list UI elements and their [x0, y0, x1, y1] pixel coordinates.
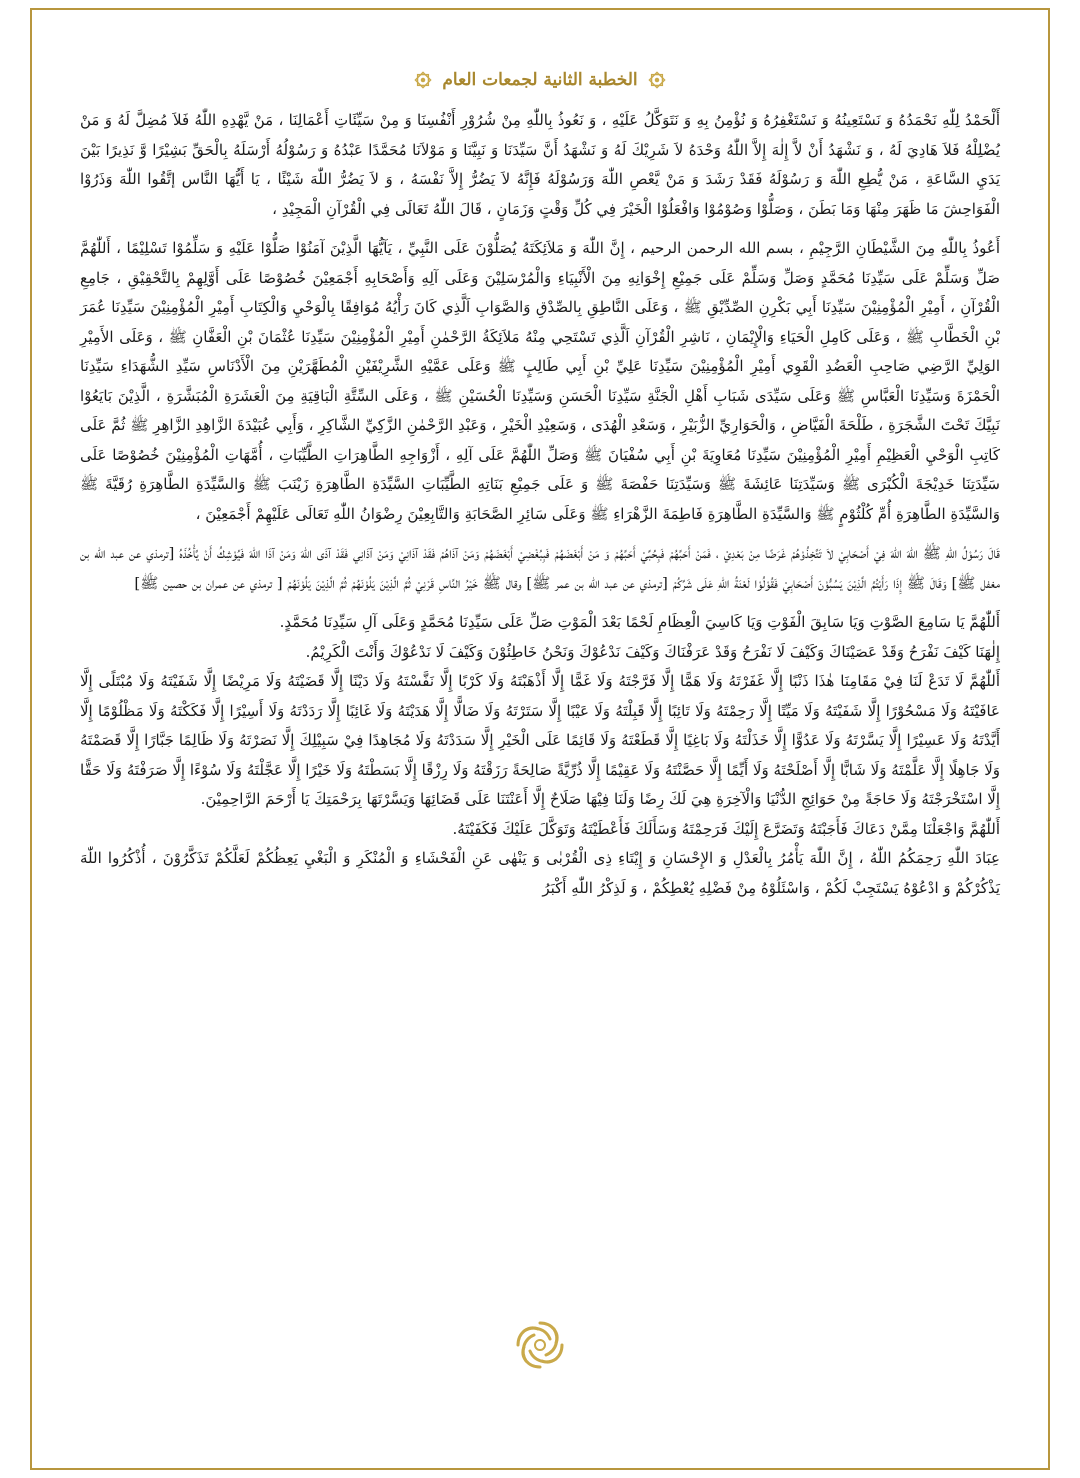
salawat-paragraph: أَعُوذُ بِاللّٰهِ مِنَ الشَّيْطَانِ الرَّجِيْمِ ، بسم الله الرحمن الرحيم ، إِنَّ اللّٰهَ وَ مَلاَئِكَتَهُ يُصَلُّوْنَ عَلَى النَّبِيِّ ، يَآيُّهَا الَّذِيْنَ آمَنُوْا صَلُّوْا عَلَيْهِ وَ سَلِّمُوْا تَسْلِيْمًا ، أَللّٰهُمَّ صَلِّ وَسَلِّمْ عَلَى سَيِّدِنَا مُحَمَّدٍ وَصَلِّ وَسَلِّمْ عَلَى جَمِيْعِ إِخْوَانِهِ مِنَ الْأَنْبِيَاءِ وَالْمُرْسَلِيْنَ وَعَلَى آلِهِ وَأَصْحَابِهِ أَجْمَعِيْنَ خُصُوْصًا عَلَى أَوَّلِهِمْ بِالتَّحْقِيْقِ ، جَامِعِ الْقُرْآنِ ، أَمِيْرِ الْمُؤْمِنِيْنَ سَيِّدِنَا أَبِي بَكْرِنِ الصِّدِّيْقِ ﷺ ، وَعَلَى النَّاطِقِ بِالصِّدْقِ وَالصَّوَابِ اَلَّذِي كَانَ رَأْيُهُ مُوَافِقًا بِالْوَحْيِ وَالْكِتَابِ أَمِيْرِ الْمُؤْمِنِيْنَ سَيِّدِنَا عُمَرَ بْنِ الْخَطَّابِ ﷺ ، وَعَلَى كَامِلِ الْحَيَاءِ وَالْإِيْمَانِ ، نَاشِرِ الْقُرْآنِ اَلَّذِي تَسْتَحِي مِنْهُ مَلاَئِكَةُ الرَّحْمٰنِ أَمِيْرِ الْمُؤْمِنِيْنَ سَيِّدِنَا عُثْمَانَ بْنِ الْعَفَّانِ ﷺ ، وَعَلَى الأَمِيْرِ الوَلِيِّ الرَّضِي صَاحِبِ الْعَضُدِ الْقَوِي أَمِيْرِ الْمُؤْمِنِيْنَ سَيِّدِنَا عَلِيِّ بْنِ أَبِي طَالِبٍ ﷺ وَعَلَى عَمَّيْهِ الشَّرِيْفَيْنِ الْمُطَهَّرَيْنِ مِنَ الْأَدْنَاسِ سَيِّدِ الشُّهَدَاءِ سَيِّدِنَا الْحَمْزَةَ وَسَيِّدِنَا الْعَبَّاسِ ﷺ وَعَلَى سَيِّدَى شَبَابِ أَهْلِ الْجَنَّةِ سَيِّدِنَا الْحَسَنِ وَسَيِّدِنَا الْحُسَيْنِ ﷺ ، وَعَلَى السِّتَّةِ الْبَاقِيَةِ مِنَ الْعَشَرَةِ الْمُبَشَّرَةِ ، الَّذِيْنَ بَايَعُوْا نَبِيَّكَ تَحْتَ الشَّجَرَةِ ، طَلْحَةَ الْفَيَّاضِ ، وَالْحَوَارِيِّ الزُّبَيْرِ ، وَسَعْدِ الْهُدَى ، وَسَعِيْدِ الْخَيْرِ ، وَعَبْدِ الرَّحْمٰنِ الزَّكِيِّ الشَّاكِرِ ، وَأَبِي عُبَيْدَةَ الزَّاهِدِ الزَّاهِرِ ﷺ ثُمَّ عَلَى كَاتِبِ الْوَحْيِ الْعَظِيْمِ أَمِيْرِ الْمُؤْمِنِيْنَ سَيِّدِنَا مُعَاوِيَةَ بْنِ أَبِي سُفْيَانَ ﷺ وَصَلِّ اللّٰهُمَّ عَلَى آلِهِ ، أَزْوَاجِهِ الطَّاهِرَاتِ الطَّيِّبَاتِ ، أُمَّهَاتِ الْمُؤْمِنِيْنَ خُصُوْصًا عَلَى سَيِّدَتِنَا خَدِيْجَةَ الْكُبْرَى ﷺ وَسَيِّدَتِنَا عَائِشَةَ ﷺ وَسَيِّدَتِنَا حَفْصَةَ ﷺ وَ عَلَى جَمِيْعِ بَنَاتِهِ الطَّيِّبَاتِ السَّيِّدَةِ الطَّاهِرَةِ زَيْنَبَ ﷺ وَالسَّيِّدَةِ الطَّاهِرَةِ رُقَيَّةَ ﷺ وَالسَّيِّدَةِ الطَّاهِرَةِ أُمِّ كُلْثُوْمٍ ﷺ وَالسَّيِّدَةِ الطَّاهِرَةِ فَاطِمَةَ الزَّهْرَاءِ ﷺ وَعَلَى سَائِرِ الصَّحَابَةِ وَالتَّابِعِيْنَ رِضْوَانُ اللّٰهِ تَعَالَى عَلَيْهِمْ أَجْمَعِيْنَ ، — [80, 239, 1000, 523]
hadith-paragraph: قَالَ رَسُوْلُ اللّٰهِ ﷺ اللّٰهَ اللّٰهَ فِيْ أَصْحَابِيْ لاَ تَتَّخِذُوْهُمْ غَرَضًا مِنْ بَعْدِيْ ، فَمَنْ أَحَبَّهُمْ فَبِحُبِّيْ أَحَبَّهُمْ وَ مَنْ أَبْغَضَهُمْ فَبِبُغْضِيْ أَبْغَضَهُمْ وَمَنْ آذَاهُمْ فَقَدْ آذَانِيْ وَمَنْ آذَانِي فَقَدْ آذَى اللّٰهَ وَمَنْ آذَا اللّٰهَ فَيُوْشِكُ أَنْ يَّأْخُذَهُ [ترمذي عن عبد الله بن مغفل ﷺ] وَقَالَ ﷺ إِذَا رَأَيْتُمُ الَّذِيْنَ يَسُبُّوْنَ أَصْحَابِيْ فَقُوْلُوْا لَعْنَةُ اللّٰهِ عَلَى شَرِّكُمْ [ترمذي عن عبد الله بن عمر ﷺ] وقال ﷺ خَيْرُ النَّاسِ قَرْنِيْ ثُمَّ الَّذِيْنَ يَلُوْنَهُمْ ثُمَّ الَّذِيْنَ يَلُوْنَهُمْ [ ترمذي عن عمران بن حصين ﷺ] — [80, 544, 1000, 592]
title-row — [80, 70, 1000, 90]
gold-star-ornament-icon — [648, 71, 666, 89]
dua-paragraph-1: أَللّٰهُمَّ يَا سَامِعَ الصَّوْتِ وَيَا سَابِقَ الْفَوْتِ وَيَا كَاسِيَ الْعِظَامِ لَحْمًا بَعْدَ الْمَوْتِ صَلِّ عَلَى سَيِّدِنَا مُحَمَّدٍ وَعَلَى آلِ سَيِّدِنَا مُحَمَّدٍ. — [279, 613, 1000, 631]
closing-paragraph: عِبَادَ اللّٰهِ رَحِمَكُمُ اللّٰهُ ، إِنَّ اللّٰهَ يَأْمُرُ بِالْعَدْلِ وَ الإِحْسَانِ وَ إِيْتَاءِ ذِى الْقُرْبٰى وَ يَنْهٰى عَنِ الْفَحْشَاءِ وَ الْمُنْكَرِ وَ الْبَغْيِ يَعِظُكُمْ لَعَلَّكُمْ تَذَكَّرُوْنَ ، أُذْكُرُوا اللّٰهَ يَذْكُرْكُمْ وَ ادْعُوْهُ يَسْتَجِبْ لَكُمْ ، وَاسْئَلُوْهُ مِنْ فَضْلِهِ يُعْطِكُمْ ، وَ لَذِكْرُ اللّٰهِ أَكْبَرُ — [80, 849, 1000, 897]
opening-praise-paragraph: أَلْحَمْدُ لِلّٰهِ نَحْمَدُهُ وَ نَسْتَعِينُهُ وَ نَسْتَغْفِرُهُ وَ نُؤْمِنُ بِهِ وَ نَتَوَكَّلُ عَلَيْهِ ، وَ نَعُوذُ بِاللّٰهِ مِنْ شُرُوْرِ أَنْفُسِنَا وَ مِنْ سَيِّئَاتِ أَعْمَالِنَا ، مَنْ يَّهْدِهِ اللّٰهُ فَلاَ مُضِلَّ لَهُ وَ مَنْ يُضْلِلْهُ فَلاَ هَادِيَ لَهُ ، وَ نَشْهَدُ أَنْ لاَّ إِلٰهَ إِلاَّ اللّٰهُ وَحْدَهُ لاَ شَرِيْكَ لَهُ وَ نَشْهَدُ أَنَّ سَيِّدَنَا وَ نَبِيَّنَا وَ مَوْلاَنَا مُحَمَّدًا عَبْدُهُ وَ رَسُوْلُهُ أَرْسَلَهُ بِالْحَقِّ بَشِيْرًا وَّ نَذِيرًا بَيْنَ يَدَيِ السَّاعَةِ ، مَنْ يُّطِعِ اللّٰهَ وَ رَسُوْلَهُ فَقَدْ رَشَدَ وَ مَنْ يَّعْصِ اللّٰهَ وَرَسُوْلَهُ فَإِنَّهُ لاَ يَضُرُّ إِلاَّ نَفْسَهُ ، وَ لاَ يَضُرُّ اللّٰهَ شَيْئًا ، يَا أَيُّهَا النَّاس إتَّقُوا اللّٰهَ وَذَرُوْا الْفَوَاحِشَ مَا ظَهَرَ مِنْهَا وَمَا بَطَنَ ، وَصَلُّوْا وَصُوْمُوْا وَافْعَلُوْا الْخَيْرَ فِي كُلِّ وَقْتٍ وَزَمَانٍ ، قَالَ اللّٰهُ تَعَالَى فِي الْقُرْآنِ الْمَجِيْدِ ، — [80, 111, 1000, 218]
dua-paragraph-3: أَللّٰهُمَّ لَا تَدَعْ لَنَا فِيْ مَقَامِنَا هٰذَا ذَنْبًا إِلَّا غَفَرْتَهُ وَلَا هَمًّا إِلَّا فَرَّجْتَهُ وَلَا غَمًّا إِلَّا أَذْهَبْتَهُ وَلَا كَرْبًا إِلَّا نَفَّسْتَهُ وَلَا دَيْنًا إِلَّا قَضَيْتَهُ وَلَا مَرِيْضًا إِلَّا شَفَيْتَهُ وَلَا مُبْتَلًى إِلَّا عَافَيْتَهُ وَلَا مَسْحُوْرًا إِلَّا شَفَيْتَهُ وَلَا مَيِّتًا إِلَّا رَحِمْتَهُ وَلَا تَائِبًا إِلَّا قَبِلْتَهُ وَلَا عَيْبًا إِلَّا سَتَرْتَهُ وَلَا ضَالًّا إِلَّا هَدَيْتَهُ وَلَا غَائِبًا إِلَّا رَدَدْتَهُ وَلَا أَسِيْرًا إِلَّا فَكَكْتَهُ وَلَا مَظْلُوْمًا إِلَّا أَيَّدْتَهُ وَلَا عَسِيْرًا إِلَّا يَسَّرْتَهُ وَلَا عَدُوًّا إِلَّا خَذَلْتَهُ وَلَا بَاغِيًا إِلَّا قَطَعْتَهُ وَلَا قَائِمًا عَلَى الْخَيْرِ إِلَّا سَدَدْتَهُ وَلَا مُجَاهِدًا فِيْ سَبِيْلِكَ إِلَّا نَصَرْتَهُ وَلَا ظَالِمًا جَبَّارًا إِلَّا قَصَمْتَهُ وَلَا جَاهِلًا إِلَّا عَلَّمْتَهُ وَلَا شَابًّا إِلَّا أَصْلَحْتَهُ وَلَا أَيِّمًا إِلَّا حَصَّنْتَهُ وَلَا عَقِيْمًا إِلَّا ذُرِّيَّةً صَالِحَةً رَزَقْتَهُ وَلَا رِزْقًا إِلَّا بَسَطْتَهُ وَلَا خَيْرًا إِلَّا عَجَّلْتَهُ وَلَا سُوْءًا إِلَّا صَرَفْتَهُ وَلَا حَقًّا إِلَّا اسْتَخْرَجْتَهُ وَلَا حَاجَةً مِنْ حَوَائِجِ الدُّنْيَا وَالْآخِرَةِ هِيَ لَكَ رِضًا وَلَنَا فِيْهَا صَلَاحٌ إِلَّا أَعَنْتَنَا عَلَى قَضَائِهَا وَيَسَّرْتَهَا بِرَحْمَتِكَ يَا أَرْحَمَ الرَّاحِمِيْنَ. — [80, 672, 1000, 808]
gold-star-ornament-icon — [414, 71, 432, 89]
page-title: الخطبة الثانية لجمعات العام — [442, 70, 638, 90]
sermon-content — [80, 70, 1000, 913]
dua-paragraph-2: إِلٰهَنَا كَيْفَ نَفْرَحُ وَقَدْ عَصَيْنَاكَ وَكَيْفَ لَا نَفْرَحُ وَقَدْ عَرَفْنَاكَ وَكَيْفَ نَدْعُوْكَ وَنَحْنُ خَاطِئُوْنَ وَكَيْفَ لَا نَدْعُوْكَ وَأَنْتَ الْكَرِيْمُ. — [305, 642, 1000, 661]
gold-swirl-ornament-icon — [510, 1315, 570, 1375]
dua-paragraph-4: أَللّٰهُمَّ وَاجْعَلْنَا مِمَّنْ دَعَاكَ فَأَجَبْتَهُ وَتَضَرَّعَ إِلَيْكَ فَرَحِمْتَهُ وَسَأَلَكَ فَأَعْطَيْتَهُ وَتَوَكَّلَ عَلَيْكَ فَكَفَيْتَهُ. — [452, 819, 1000, 838]
